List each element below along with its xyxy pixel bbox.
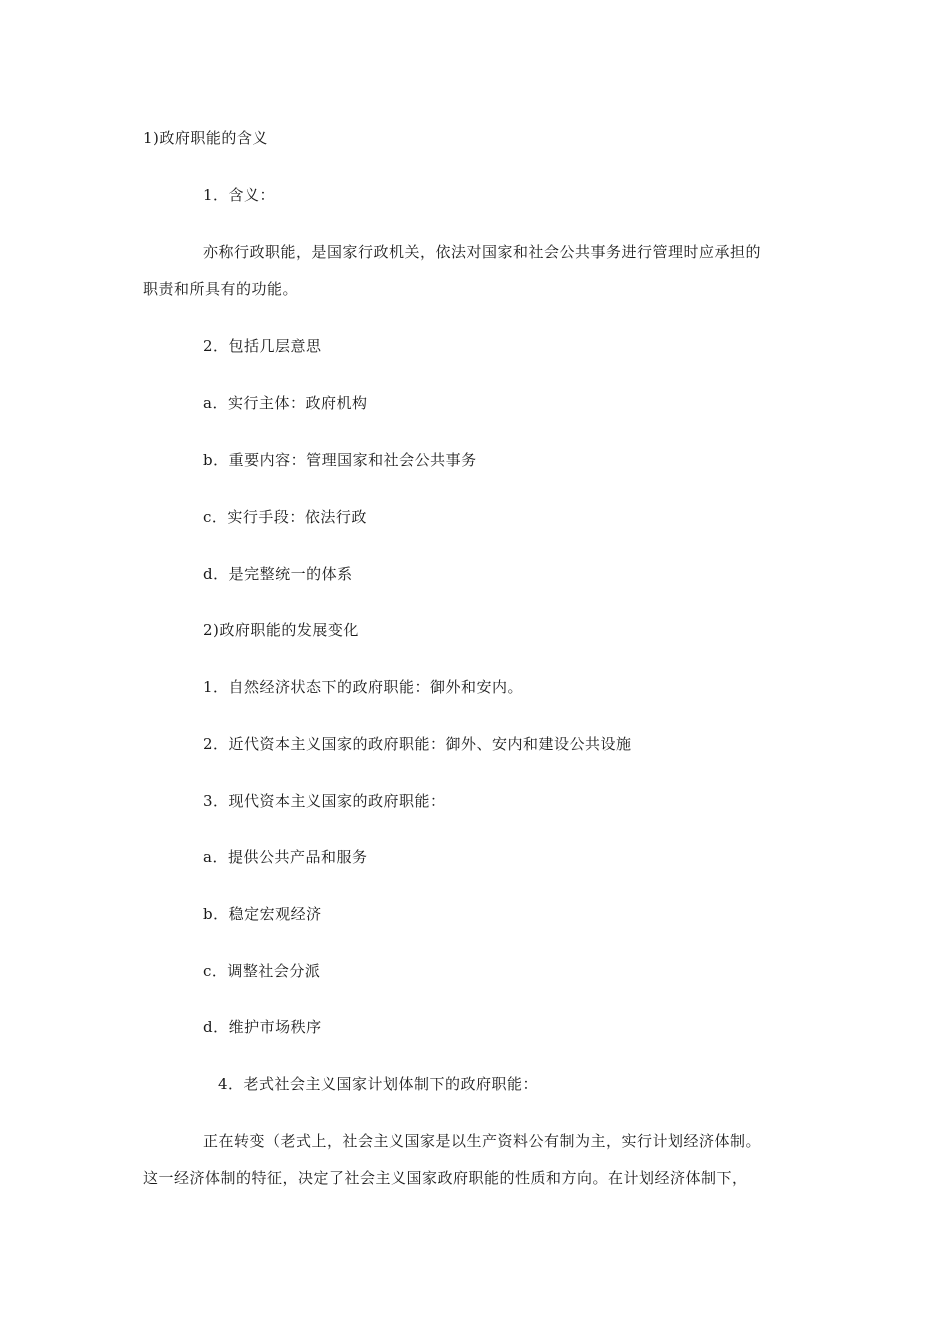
point-c: c．实行手段：依法行政 [203,508,367,526]
stage3-point-d: d．维护市场秩序 [203,1018,322,1036]
section2-heading: 2)政府职能的发展变化 [203,621,359,639]
definition-line-1: 亦称行政职能，是国家行政机关，依法对国家和社会公共事务进行管理时应承担的 [203,243,762,261]
item2-label: 2．包括几层意思 [203,337,322,355]
stage3-point-b: b．稳定宏观经济 [203,905,322,923]
item1-label: 1．含义： [203,186,276,204]
point-d: d．是完整统一的体系 [203,565,353,583]
paragraph-line-2: 这一经济体制的特征，决定了社会主义国家政府职能的性质和方向。在计划经济体制下， [143,1169,748,1187]
point-b: b．重要内容：管理国家和社会公共事务 [203,451,477,469]
stage-4: 4．老式社会主义国家计划体制下的政府职能： [218,1075,539,1093]
stage-1: 1．自然经济状态下的政府职能：御外和安内。 [203,678,524,696]
section1-heading: 1)政府职能的含义 [143,129,268,147]
stage3-point-a: a．提供公共产品和服务 [203,848,368,866]
stage-3: 3．现代资本主义国家的政府职能： [203,792,446,810]
paragraph-line-1: 正在转变（老式上，社会主义国家是以生产资料公有制为主，实行计划经济体制。 [203,1132,762,1150]
definition-line-2: 职责和所具有的功能。 [143,280,299,298]
stage-2: 2．近代资本主义国家的政府职能：御外、安内和建设公共设施 [203,735,632,753]
stage3-point-c: c．调整社会分派 [203,962,321,980]
point-a: a．实行主体：政府机构 [203,394,368,412]
